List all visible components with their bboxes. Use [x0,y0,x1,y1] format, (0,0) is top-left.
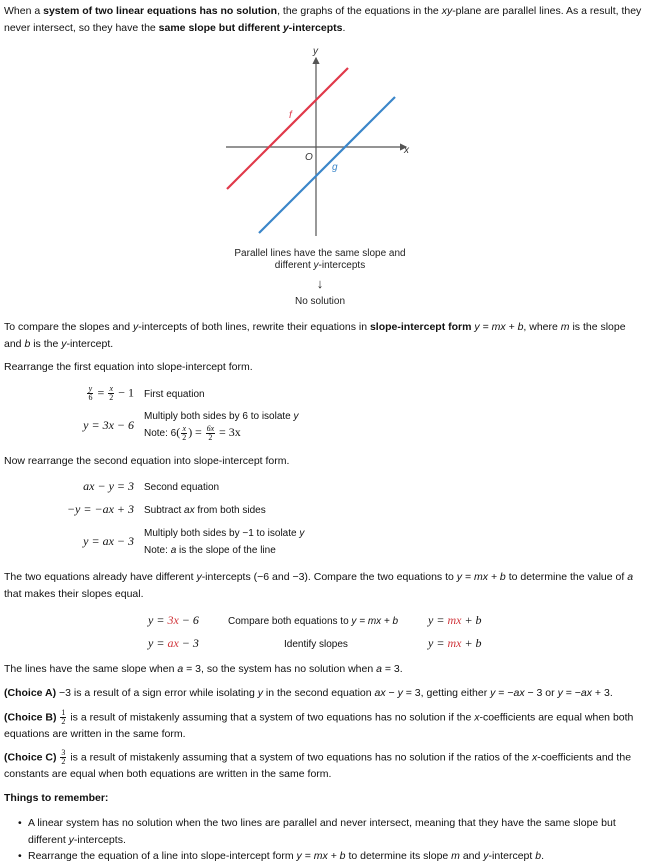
eq1-note: Note: 6( $\frac{x}{2}$ ) = $\frac{6x}{2}$ = 3x [144,424,241,442]
line-f-label: f [289,110,292,121]
eq1-row2-label: Multiply both sides by 6 to isolate y [144,411,299,422]
rearrange-second-heading: Now rearrange the second equation into slope-intercept form. [4,455,290,467]
remember-bullet-1: • A linear system has no solution when the two lines are parallel and never intersect, meaning that they have the same slope but different y-intercepts. [18,817,616,846]
eq2-row3-note: Note: a is the slope of the line [144,545,276,556]
eq2-row1-math: ax − y = 3 [83,479,134,493]
no-solution-label: No solution [294,296,346,307]
figure-caption-line1: Parallel lines have the same slope and [234,248,406,259]
down-arrow-icon: ↓ [316,276,324,291]
eq2-row3-math: y = ax − 3 [83,534,134,548]
conclusion-paragraph: The lines have the same slope when a = 3, so the system has no solution when a = 3. [4,663,403,675]
origin-label: O [305,152,313,163]
line-g-label: g [332,162,338,173]
eq2-row1-label: Second equation [144,482,220,493]
line-g [259,97,395,233]
eq1-row2-math: y = 3x − 6 [83,418,134,432]
y-axis-label: y [313,46,318,57]
figure-caption-line2: different y-intercepts [274,260,366,271]
compare-row2-label: Identify slopes [284,639,348,650]
choice-b-explanation: (Choice B) $\frac{1}{2}$ is a result of mistakenly assuming that a system of two equations has no solution if the x-coefficients are equal when both equations are written in the same form. [4,708,634,741]
compare-slopes-paragraph: The two equations already have different y-intercepts (−6 and −3). Compare the two equations to y = mx + b to determine the value of a that makes their slopes equal. [4,571,634,600]
eq1-row1-label: First equation [144,389,205,400]
compare-intro-paragraph: To compare the slopes and y-intercepts of both lines, rewrite their equations in slope-intercept form y = mx + b, where m is the slope and b is the y-intercept. [4,321,626,350]
compare-row1-math: y = 3x − 6 [148,613,199,627]
compare-row2-right: y = mx + b [428,636,482,650]
parallel-lines-graph [0,40,650,350]
intro-paragraph: When a system of two linear equations has no solution, the graphs of the equations in the xy-plane are parallel lines. As a result, they never intersect, so they have the same slope but different y-intercepts. [4,5,642,34]
eq1-row1-math: $\frac{y}{6}$ = $\frac{x}{2}$ − 1 [88,384,134,402]
choice-a-explanation: (Choice A) −3 is a result of a sign error while isolating y in the second equation ax − y = 3, getting either y = −ax − 3 or y = −ax + 3. [4,687,613,699]
eq2-row2-math: −y = −ax + 3 [66,502,134,516]
compare-row1-label: Compare both equations to y = mx + b [228,616,399,627]
rearrange-first-heading: Rearrange the first equation into slope-intercept form. [4,361,253,373]
remember-bullet-2: • Rearrange the equation of a line into slope-intercept form y = mx + b to determine its slope m and y-intercept b. [18,850,544,862]
eq2-row2-label: Subtract ax from both sides [144,505,266,516]
compare-row2-math: y = ax − 3 [148,636,199,650]
eq2-row3-label: Multiply both sides by −1 to isolate y [144,528,305,539]
choice-c-explanation: (Choice C) $\frac{3}{2}$ is a result of mistakenly assuming that a system of two equations has no solution if the ratios of the x-coefficients and the constants are equal when both equations are written in the same form. [4,748,632,781]
x-axis-label: x [404,145,409,156]
compare-row1-right: y = mx + b [428,613,482,627]
things-to-remember-title: Things to remember: [4,792,109,804]
line-f [227,68,348,189]
